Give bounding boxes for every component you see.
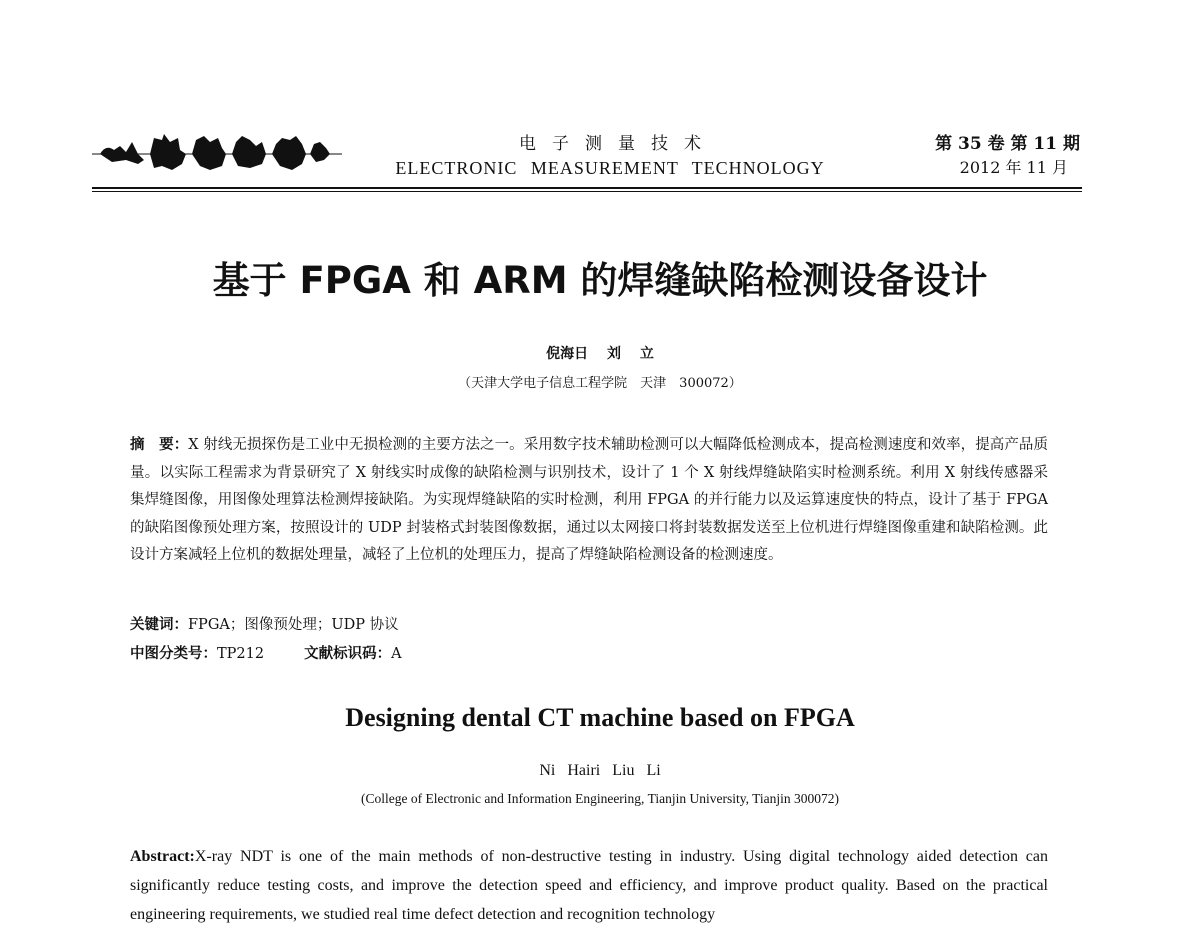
clc-value: TP212 — [217, 646, 265, 662]
header-rule-thick — [92, 187, 1082, 189]
journal-name-cn: 电子测量技术 — [519, 134, 717, 154]
abstract-en — [130, 842, 1048, 929]
keywords-text: FPGA；图像预处理；UDP 协议 — [188, 617, 399, 633]
abstract-en-label: Abstract: — [130, 848, 195, 865]
abstract-cn-label: 摘 要： — [130, 437, 189, 453]
header-rule-thin — [92, 191, 1082, 192]
affiliation-cn: （天津大学电子信息工程学院 天津 300072） — [458, 376, 742, 391]
doc-code-value: A — [391, 646, 402, 662]
issue-date: 2012 年 11 月 — [959, 158, 1068, 177]
abstract-cn — [130, 432, 1048, 570]
journal-logo — [92, 130, 342, 176]
paper-title-cn: 基于 FPGA 和 ARM 的焊缝缺陷检测设备设计 — [212, 259, 988, 302]
journal-name-block — [360, 132, 860, 180]
abstract-en-text: X-ray NDT is one of the main methods of non-destructive testing in industry. Using digital technology aided detection can significantly reduce testing costs, and improve the detection speed and efficiency, and improve product quality. Based on the practical engineering requirements, we studied real time defect detection and recognition technology — [130, 848, 1048, 923]
affiliation-en: (College of Electronic and Information Engineering, Tianjin University, Tianjin 300072) — [361, 791, 839, 806]
abstract-cn-text: X 射线无损探伤是工业中无损检测的主要方法之一。采用数字技术辅助检测可以大幅降低检测成本，提高检测速度和效率，提高产品质量。以实际工程需求为背景研究了 X 射线实时成像的缺陷检测与识别技术，设计了 1 个 X 射线焊缝缺陷实时检测系统。利用 X 射线传感器采集焊缝图像，用图像处理算法检测焊接缺陷。为实现焊缝缺陷的实时检测，利用 FPGA 的并行能力以及运算速度快的特点，设计了基于 FPGA 的缺陷图像预处理方案，按照设计的 UDP 封装格式封装图像数据，通过以太网接口将封装数据发送至上位机进行焊缝图像重建和缺陷检测。此设计方案减轻上位机的数据处理量，减轻了上位机的处理压力，提高了焊缝缺陷检测设备的检测速度。 — [130, 437, 1048, 563]
keywords-label: 关键词： — [130, 617, 188, 633]
authors-en: Ni Hairi Liu Li — [539, 762, 661, 779]
journal-name-en: ELECTRONIC MEASUREMENT TECHNOLOGY — [395, 158, 825, 178]
classification — [130, 641, 1048, 667]
clc-label: 中图分类号： — [130, 646, 217, 662]
issue-volume: 第 35 卷 第 11 期 — [935, 134, 1080, 154]
authors-cn: 倪海日 刘 立 — [546, 346, 654, 362]
issue-block — [880, 132, 1080, 180]
doc-code-label: 文献标识码： — [304, 646, 392, 662]
paper-title-en: Designing dental CT machine based on FPGA — [345, 703, 855, 732]
keywords — [130, 612, 1048, 638]
